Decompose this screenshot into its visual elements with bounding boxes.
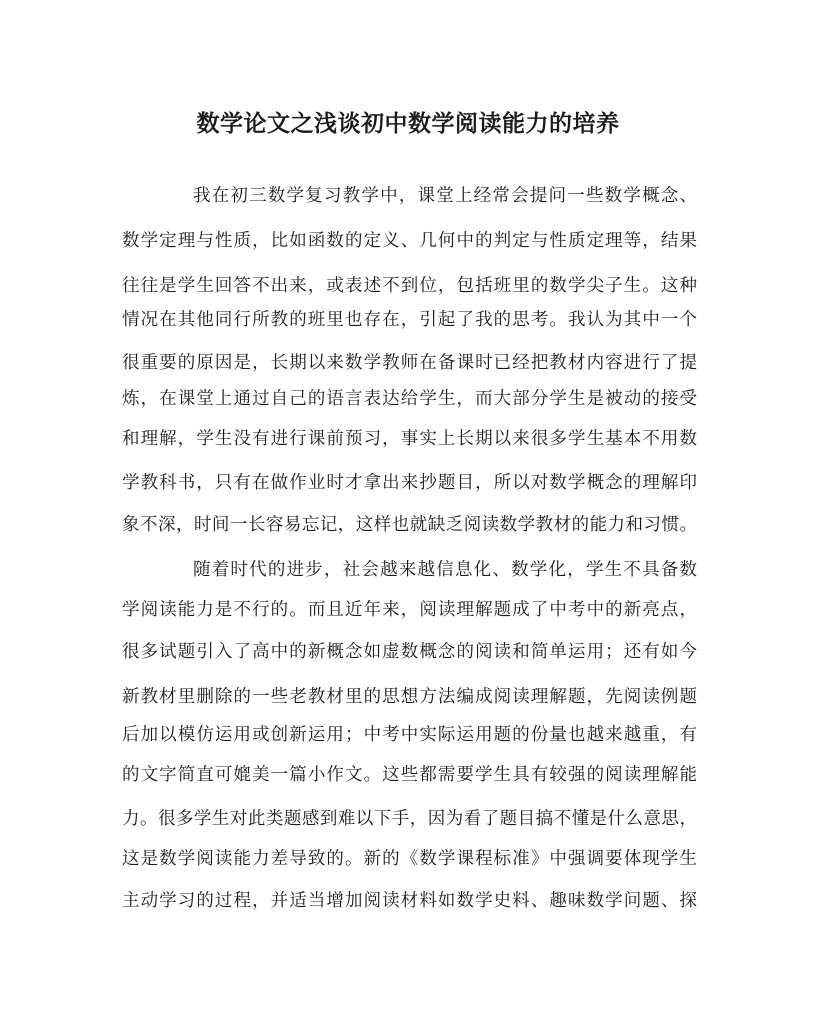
text-line: 很多试题引入了高中的新概念如虚数概念的阅读和简单运用；还有如今: [122, 642, 697, 662]
text-line: 新教材里删除的一些老教材里的思想方法编成阅读理解题，先阅读例题: [122, 687, 697, 707]
document-title: 数学论文之浅谈初中数学阅读能力的培养: [196, 110, 620, 137]
text-line: 的文字简直可媲美一篇小作文。这些都需要学生具有较强的阅读理解能: [122, 765, 697, 785]
text-line: 炼，在课堂上通过自己的语言表达给学生，而大部分学生是被动的接受: [122, 389, 697, 409]
text-line: 这是数学阅读能力差导致的。新的《数学课程标准》中强调要体现学生: [122, 849, 697, 869]
text-line: 力。很多学生对此类题感到难以下手，因为看了题目搞不懂是什么意思，: [122, 809, 697, 829]
text-line: 数学定理与性质，比如函数的定义、几何中的判定与性质定理等，结果: [122, 231, 697, 251]
text-line: 我在初三数学复习教学中，课堂上经常会提问一些数学概念、: [193, 186, 697, 206]
text-line: 很重要的原因是，长期以来数学教师在备课时已经把教材内容进行了提: [122, 353, 697, 373]
text-line: 和理解，学生没有进行课前预习，事实上长期以来很多学生基本不用数: [122, 429, 697, 449]
text-line: 象不深，时间一长容易忘记，这样也就缺乏阅读数学教材的能力和习惯。: [122, 515, 697, 535]
text-line: 情况在其他同行所教的班里也存在，引起了我的思考。我认为其中一个: [122, 310, 697, 330]
text-line: 往往是学生回答不出来，或表述不到位，包括班里的数学尖子生。这种: [122, 276, 697, 296]
text-line: 后加以模仿运用或创新运用；中考中实际运用题的份量也越来越重，有: [122, 725, 697, 745]
text-line: 学阅读能力是不行的。而且近年来，阅读理解题成了中考中的新亮点，: [122, 600, 697, 620]
text-line: 主动学习的过程，并适当增加阅读材料如数学史料、趣味数学问题、探: [122, 891, 697, 911]
text-line: 学教科书，只有在做作业时才拿出来抄题目，所以对数学概念的理解印: [122, 473, 697, 493]
text-line: 随着时代的进步，社会越来越信息化、数学化，学生不具备数: [193, 560, 697, 580]
